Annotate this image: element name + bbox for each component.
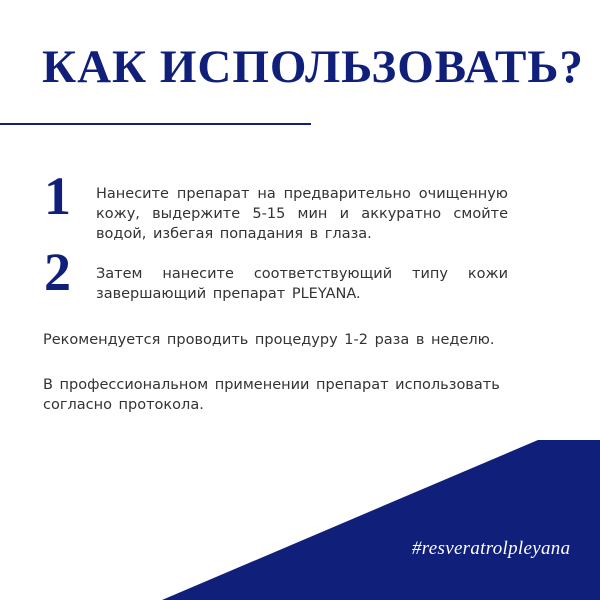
hashtag: #resveratrolpleyana [412,538,571,559]
step-1-text: Нанесите препарат на предварительно очищенную кожу, выдержите 5-15 мин и аккуратно смойте водой, избегая попадания в глаза. [96,186,508,242]
page-title: КАК ИСПОЛЬЗОВАТЬ? [42,41,584,93]
step-2-number: 2 [44,242,71,302]
corner-triangle-shape [162,440,600,600]
professional-note-text: В профессиональном применении препарат использовать согласно протокола. [43,377,500,413]
step-1-number: 1 [44,166,71,226]
step-2-text: Затем нанесите соответствующий типу кожи завершающий препарат PLEYANA. [96,266,508,302]
recommendation-text: Рекомендуется проводить процедуру 1-2 раза в неделю. [43,332,495,348]
